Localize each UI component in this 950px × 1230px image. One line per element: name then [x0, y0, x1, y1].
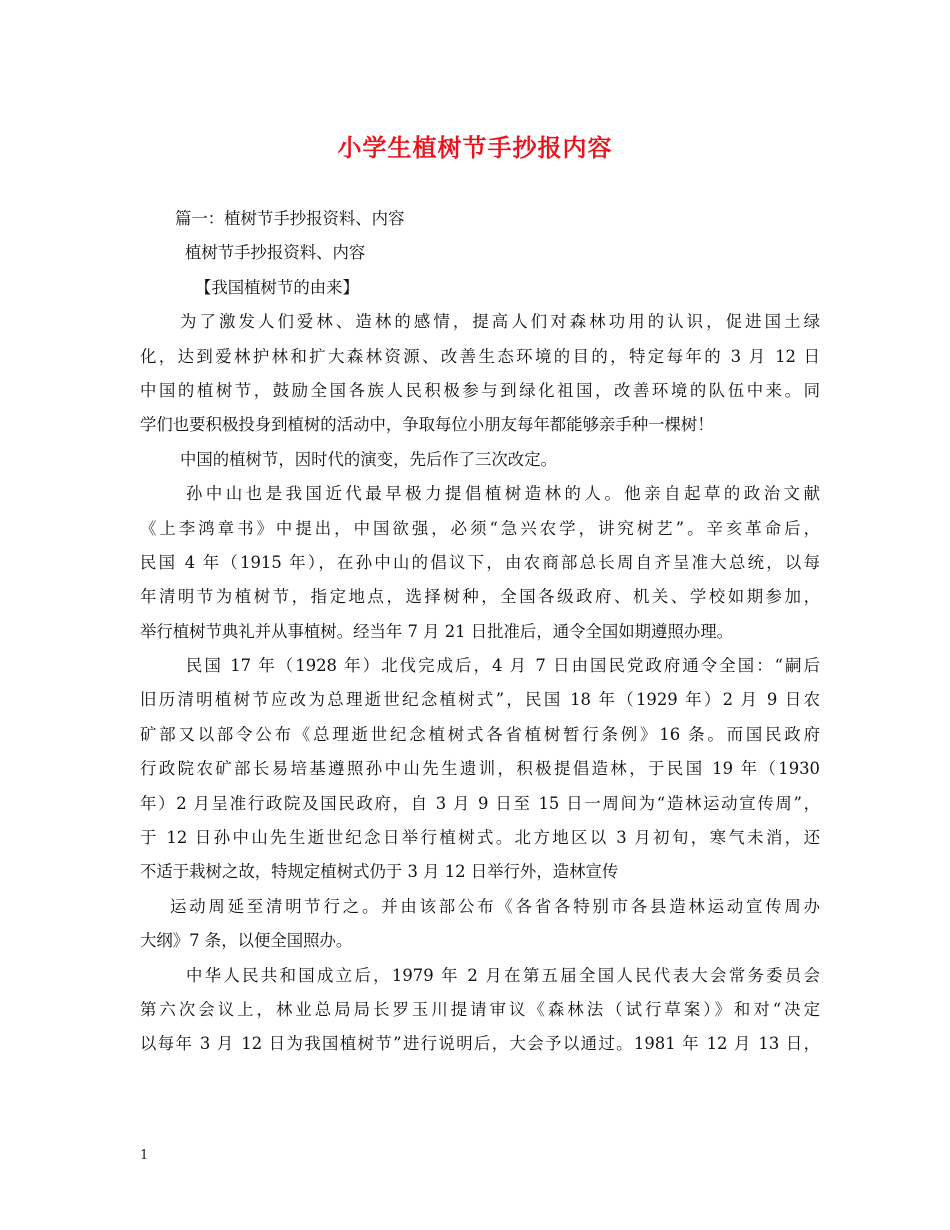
- paragraph-line: 以每年 3 月 12 日为我国植树节”进行说明后，大会予以通过。1981 年 12 月 13 日，: [140, 1034, 820, 1054]
- paragraph-line: 《上李鸿章书》中提出，中国欲强，必须“急兴农学，讲究树艺”。辛亥革命后，: [140, 518, 820, 538]
- page-number: 1: [140, 1148, 149, 1163]
- paragraph-line: 民国 4 年（1915 年），在孙中山的倡议下，由农商部总长周自齐呈准大总统，以每: [140, 552, 820, 572]
- paragraph-line: 年）2 月呈准行政院及国民政府，自 3 月 9 日至 15 日一周间为“造林运动宣传周”，: [140, 793, 820, 813]
- section-heading: 篇一：植树节手抄报资料、内容: [175, 209, 405, 228]
- paragraph-line: 不适于栽树之故，特规定植树式仍于 3 月 12 日举行外，造林宣传: [140, 862, 619, 882]
- paragraph-line: 行政院农矿部长易培基遵照孙中山先生遗训，积极提倡造林，于民国 19 年（1930: [140, 759, 820, 779]
- paragraph-line: 中国的植树节，因时代的演变，先后作了三次改定。: [180, 449, 557, 469]
- paragraph-line: 于 12 日孙中山先生逝世纪念日举行植树式。北方地区以 3 月初旬，寒气未消，还: [140, 828, 820, 848]
- paragraph-line: 学们也要积极投身到植树的活动中，争取每位小朋友每年都能够亲手种一棵树！: [140, 415, 714, 435]
- paragraph-line: 旧历清明植树节应改为总理逝世纪念植树式”，民国 18 年（1929 年）2 月 9 日农: [140, 690, 820, 710]
- paragraph-line: 为了激发人们爱林、造林的感情，提高人们对森林功用的认识，促进国土绿: [180, 312, 820, 332]
- paragraph-line: 年清明节为植树节，指定地点，选择树种，全国各级政府、机关、学校如期参加，: [140, 587, 820, 607]
- paragraph-line: 运动周延至清明节行之。并由该部公布《各省各特别市各县造林运动宣传周办: [170, 896, 820, 916]
- paragraph-line: 民国 17 年（1928 年）北伐完成后，4 月 7 日由国民党政府通令全国：“嗣后: [186, 656, 820, 676]
- paragraph-line: 化，达到爱林护林和扩大森林资源、改善生态环境的目的，特定每年的 3 月 12 日: [140, 346, 820, 366]
- paragraph-line: 中华人民共和国成立后，1979 年 2 月在第五届全国人民代表大会常务委员会: [186, 965, 820, 985]
- document-body: [140, 202, 820, 1062]
- paragraph-line: 举行植树节典礼并从事植树。经当年 7 月 21 日批准后，通令全国如期遵照办理。: [140, 621, 734, 641]
- paragraph-line: 第六次会议上，林业总局局长罗玉川提请审议《森林法（试行草案）》和对“决定: [140, 999, 820, 1019]
- paragraph-line: 孙中山也是我国近代最早极力提倡植树造林的人。他亲自起草的政治文献: [186, 484, 820, 504]
- paragraph-line: 大纲》7 条，以便全国照办。: [140, 931, 353, 951]
- bracket-heading: 【我国植树节的由来】: [195, 277, 359, 297]
- document-title: 小学生植树节手抄报内容: [337, 133, 613, 162]
- sub-heading: 植树节手抄报资料、内容: [185, 243, 366, 263]
- paragraph-line: 矿部又以部令公布《总理逝世纪念植树式各省植树暂行条例》16 条。而国民政府: [140, 724, 820, 744]
- paragraph-line: 中国的植树节，鼓励全国各族人民积极参与到绿化祖国，改善环境的队伍中来。同: [140, 380, 820, 400]
